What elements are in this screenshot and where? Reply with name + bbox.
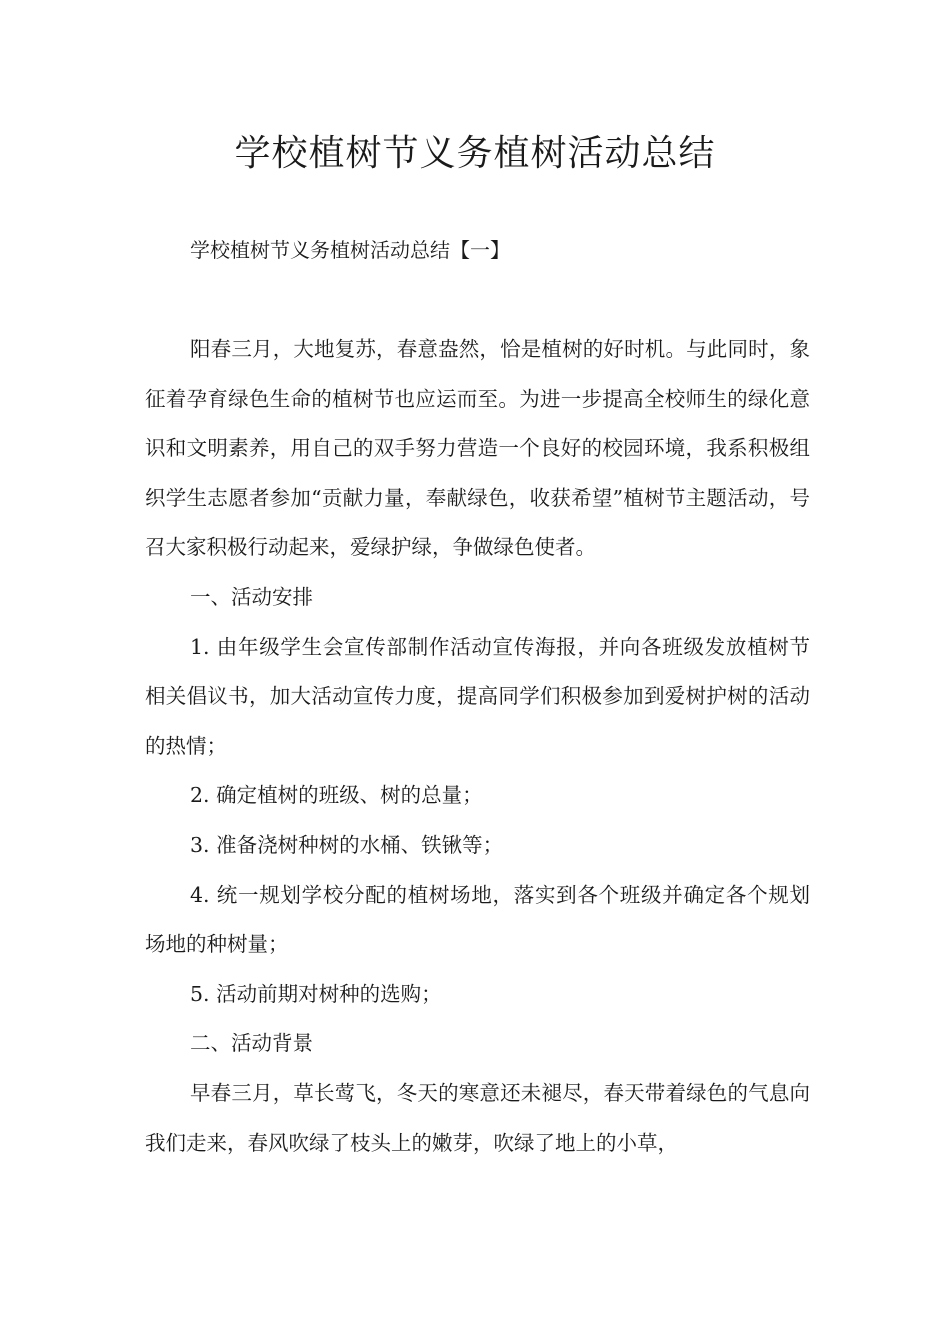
paragraph-intro: 阳春三月，大地复苏，春意盎然，恰是植树的好时机。与此同时，象征着孕育绿色生命的植树节也应运而至。为进一步提高全校师生的绿化意识和文明素养，用自己的双手努力营造一个良好的校园环境，我系积极组织学生志愿者参加“贡献力量，奉献绿色，收获希望”植树节主题活动，号召大家积极行动起来，爱绿护绿，争做绿色使者。 — [145, 337, 810, 560]
section-heading-background: 二、活动背景 — [190, 1031, 313, 1056]
document-title: 学校植树节义务植树活动总结 — [234, 133, 716, 174]
document-subtitle: 学校植树节义务植树活动总结【一】 — [190, 238, 510, 262]
list-item: 2. 确定植树的班级、树的总量； — [190, 783, 483, 808]
section-heading-arrangement: 一、活动安排 — [190, 584, 313, 609]
list-item: 4. 统一规划学校分配的植树场地，落实到各个班级并确定各个规划场地的种树量； — [145, 882, 810, 957]
list-item: 1. 由年级学生会宣传部制作活动宣传海报，并向各班级发放植树节相关倡议书，加大活动宣传力度，提高同学们积极参加到爱树护树的活动的热情； — [145, 634, 810, 758]
list-item: 3. 准备浇树种树的水桶、铁锹等； — [190, 832, 504, 857]
list-item: 5. 活动前期对树种的选购； — [190, 981, 442, 1006]
paragraph-background: 早春三月，草长莺飞，冬天的寒意还未褪尽，春天带着绿色的气息向我们走来，春风吹绿了枝头上的嫩芽，吹绿了地上的小草， — [145, 1080, 810, 1155]
document-body — [145, 325, 810, 1168]
